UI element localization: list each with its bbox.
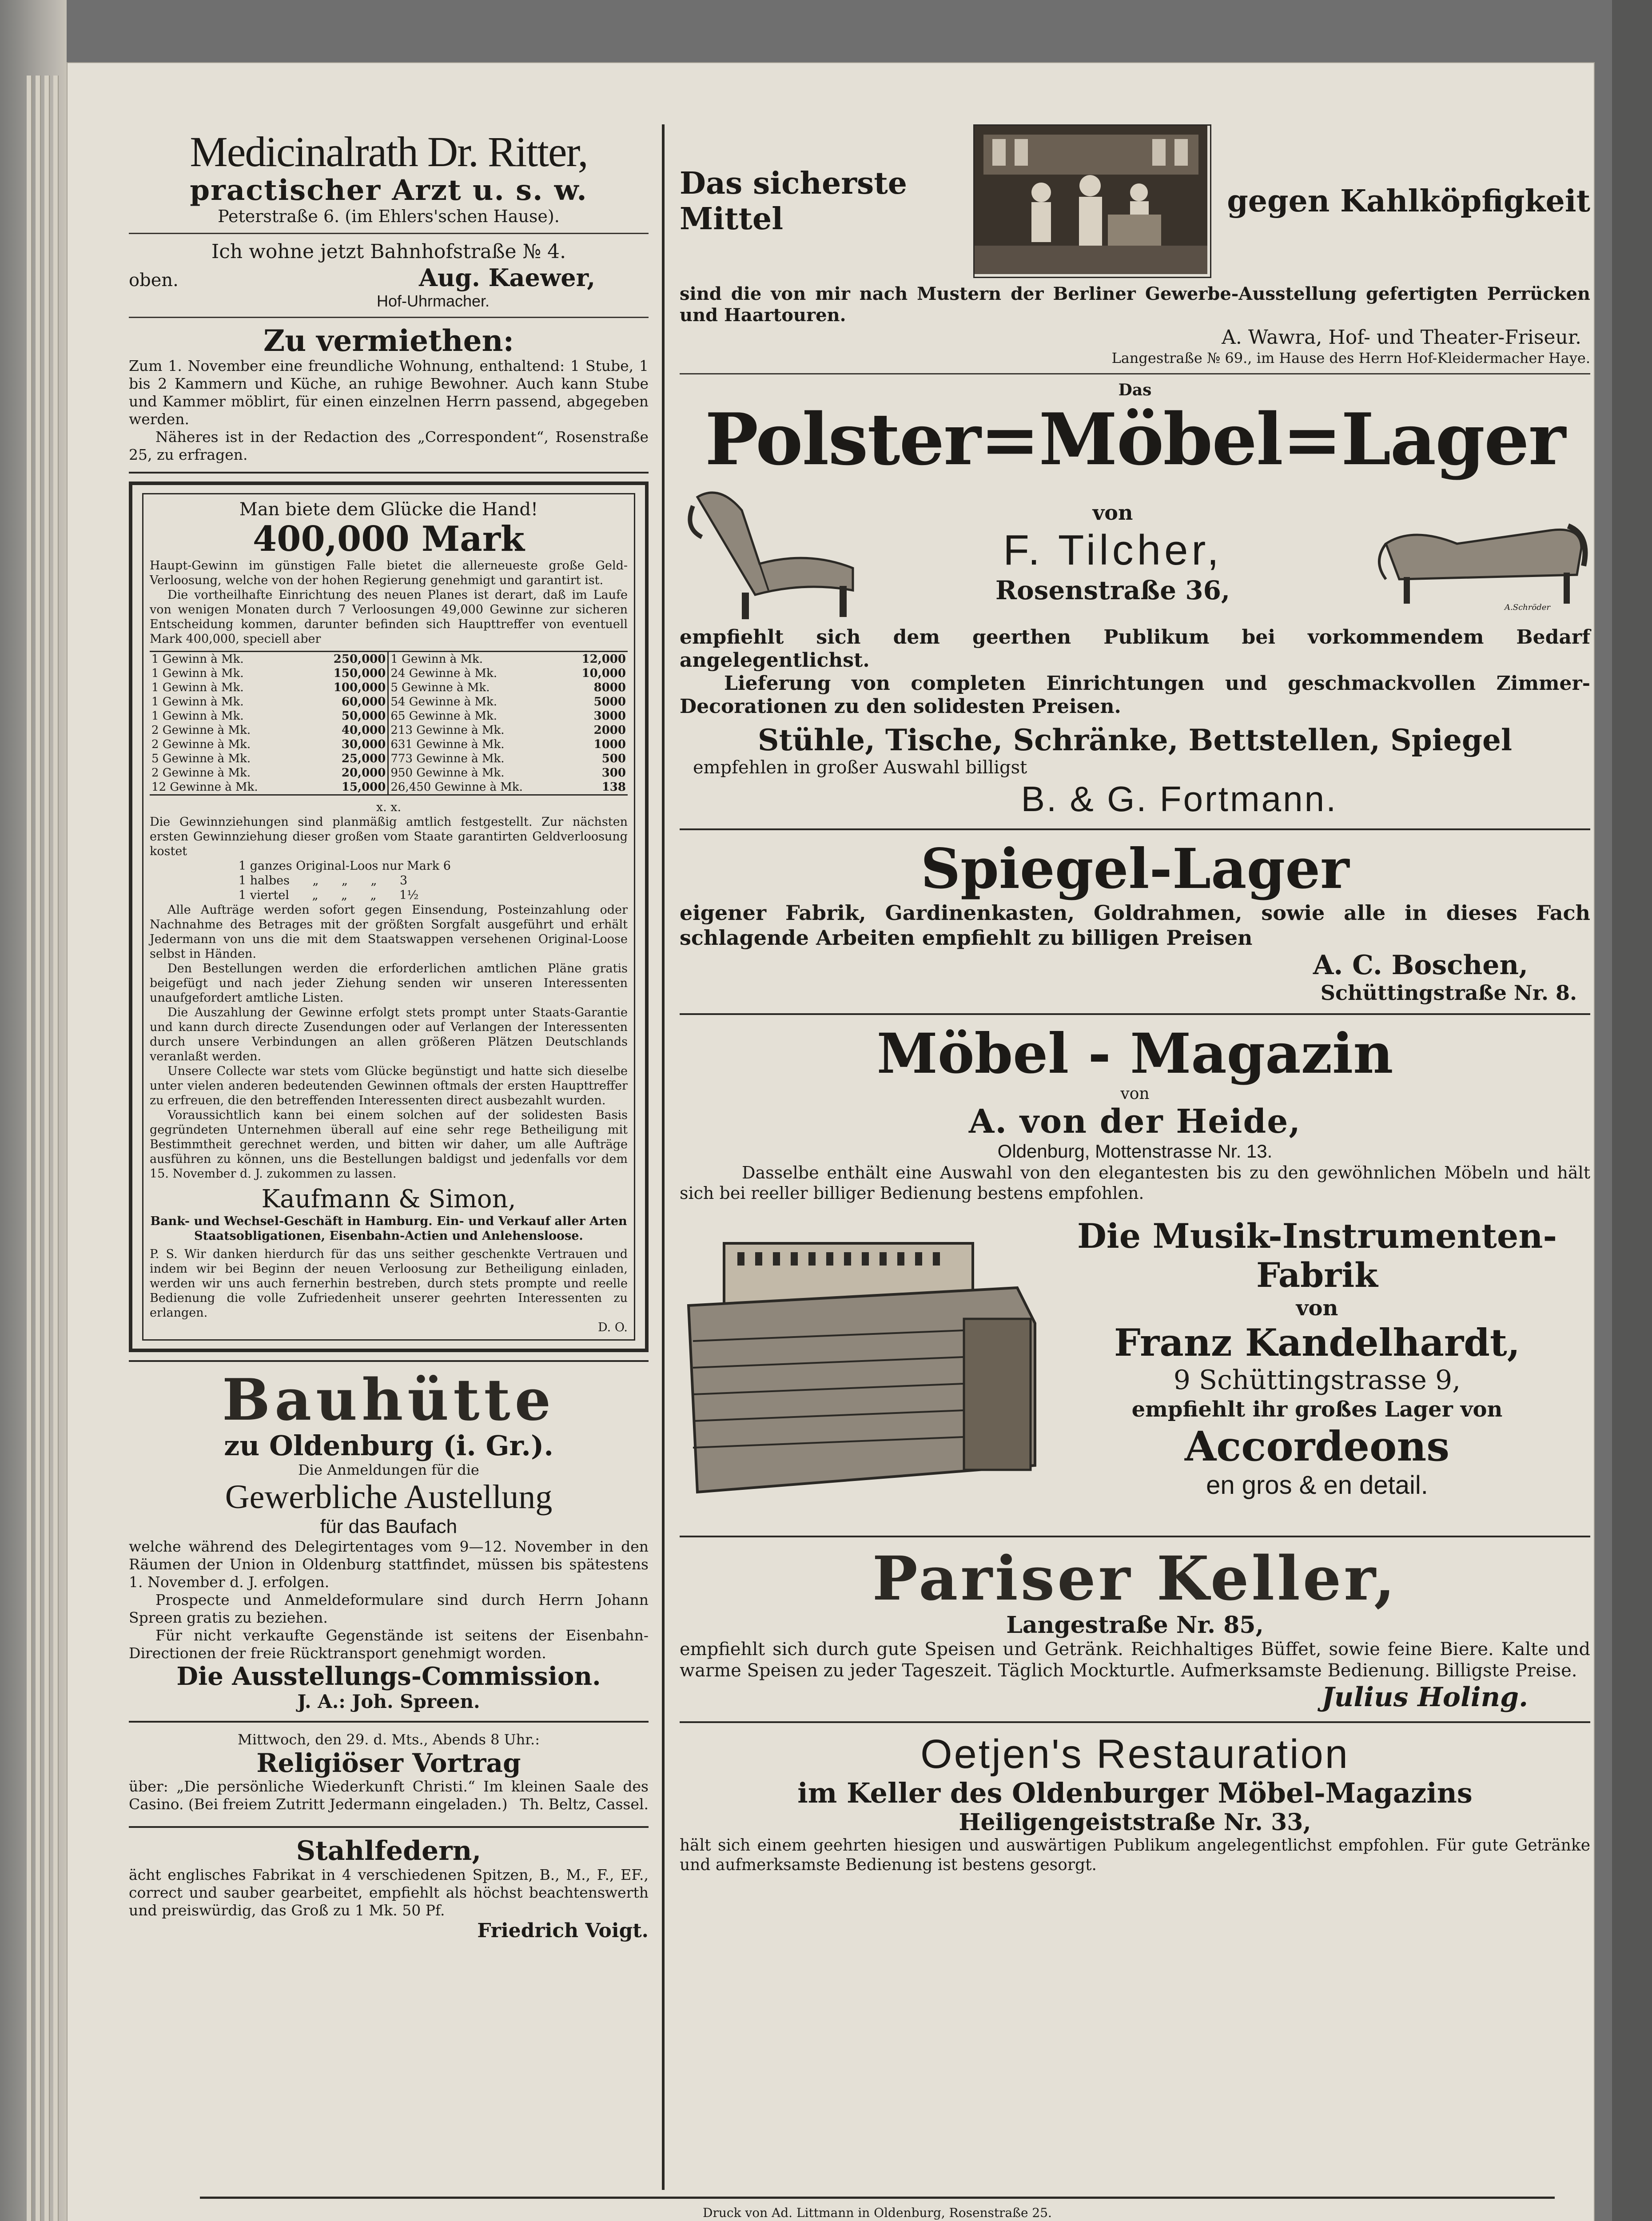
vortrag-text: über: „Die persönliche Wiederkunft Christi.“ Im kleinen Saale des Casino. (Bei freiem Zutritt Jedermann eingeladen.) — [129, 1778, 649, 1813]
prize-row — [150, 780, 388, 794]
lottery-firm-desc: Bank- und Wechsel-Geschäft in Hamburg. Ein- und Verkauf aller Arten Staatsobligationen, Eisenbahn-Actien und Anlehensloose. — [150, 1214, 627, 1243]
prize-value: 5000 — [593, 695, 626, 708]
column-rule — [662, 124, 665, 2190]
bauhuette-text: welche während des Delegirtentages vom 9—12. November in den Räumen der Union in Oldenburg stattfindet, müssen bis spätestens 1. November d. J. erfolgen. — [129, 1538, 649, 1591]
vermiethen-text2: Näheres ist in der Redaction des „Correspondent“, Rosenstraße 25, zu erfragen. — [129, 428, 649, 463]
ad-kaewer — [129, 240, 649, 310]
bauhuette-text2: Prospecte und Anmeldeformulare sind durch Herrn Johann Spreen gratis zu beziehen. — [129, 1591, 649, 1626]
vermiethen-text: Zum 1. November eine freundliche Wohnung, enthaltend: 1 Stube, 1 bis 2 Kammern und Küche, an ruhige Bewohner. Auch kann Stube und Kammer möblirt, für einen einzelnen Herrn passend, abgegeben werden. — [129, 357, 649, 428]
lottery-orders2: Den Bestellungen werden die erforderlichen amtlichen Pläne gratis beigefügt und nach jeder Ziehung senden wir unseren Interessenten unaufgefordert amtliche Listen. — [150, 962, 628, 1005]
prize-row — [150, 666, 388, 681]
ad-polster — [680, 381, 1590, 718]
wawra-left-heading: Das sicherste Mittel — [680, 166, 907, 237]
musik-title1: Die Musik-Instrumenten- — [1077, 1216, 1557, 1256]
pariser-title: Pariser Keller, — [872, 1543, 1398, 1614]
prize-value: 25,000 — [341, 752, 386, 765]
fortmann-sub: empfehlen in großer Auswahl billigst — [693, 757, 1027, 778]
musik-street: 9 Schüttingstrasse 9, — [1173, 1365, 1461, 1396]
ad-vermiethen — [129, 324, 649, 464]
spiegel-title: Spiegel-Lager — [920, 837, 1349, 901]
ad-spiegel — [680, 838, 1590, 1005]
lottery-orders5: Voraussichtlich kann bei einem solchen auf der solidesten Basis gegründeten Unternehmen überall auf eine sehr rege Betheiligung mit Bestimmtheit gerechnet werden, und bitten wir daher, um alle Aufträge ausführen zu können, uns die Bestellungen baldigst und jedenfalls vor dem 15. November d. J. zukommen zu lassen. — [150, 1108, 628, 1181]
divider — [129, 317, 649, 318]
lottery-amount: 400,000 Mark — [253, 519, 525, 559]
prize-row — [150, 709, 388, 723]
prize-label: 1 Gewinn à Mk. — [151, 695, 244, 708]
right-column — [680, 71, 1590, 1875]
kaewer-name: Aug. Kaewer, — [419, 263, 595, 292]
prize-row — [389, 780, 628, 794]
musik-title2: Fabrik — [1256, 1255, 1378, 1295]
prize-label: 5 Gewinne à Mk. — [390, 681, 490, 694]
vortrag-sign: Th. Beltz, Cassel. — [520, 1795, 649, 1813]
bauhuette-text3: Für nicht verkaufte Gegenstände ist seitens der Eisenbahn-Directionen der freie Rücktransport genehmigt worden. — [129, 1627, 649, 1662]
prize-label: 26,450 Gewinne à Mk. — [390, 780, 523, 794]
scan-background — [1612, 0, 1652, 2221]
prize-row — [389, 752, 628, 766]
printer-imprint: Druck von Ad. Littmann in Oldenburg, Rosenstraße 25. — [703, 2205, 1052, 2220]
prize-row — [389, 681, 628, 695]
lottery-ps: P. S. Wir danken hierdurch für das uns seither geschenkte Vertrauen und indem wir bei Beginn der neuen Verloosung zur Betheiligung einladen, werden wir uns auch fernerhin bestreben, durch stets prompte und reelle Bedienung die volle Zufriedenheit unserer geehrten Interessenten zu erlangen. — [150, 1247, 628, 1320]
prize-label: 1 Gewinn à Mk. — [151, 709, 244, 723]
prize-label: 2 Gewinne à Mk. — [151, 738, 251, 751]
pariser-street: Langestraße Nr. 85, — [1006, 1612, 1264, 1639]
divider — [129, 233, 649, 234]
divider — [129, 1721, 649, 1723]
musik-name: Franz Kandelhardt, — [1114, 1321, 1520, 1365]
kaewer-role: Hof-Uhrmacher. — [376, 292, 490, 310]
fortmann-name: B. & G. Fortmann. — [1021, 779, 1338, 819]
vermiethen-title: Zu vermiethen: — [263, 323, 514, 358]
prize-label: 2 Gewinne à Mk. — [151, 766, 251, 780]
prize-row — [150, 652, 388, 666]
polster-von: von — [1092, 501, 1133, 525]
prize-value: 20,000 — [341, 766, 386, 780]
prize-value: 1000 — [593, 738, 626, 751]
kaewer-oben: oben. — [129, 270, 179, 291]
prize-label: 950 Gewinne à Mk. — [390, 766, 505, 780]
prize-label: 1 Gewinn à Mk. — [151, 653, 244, 666]
prize-label: 65 Gewinne à Mk. — [390, 709, 497, 723]
prize-table — [150, 651, 628, 796]
prize-label: 631 Gewinne à Mk. — [390, 738, 505, 751]
page-edge — [53, 76, 59, 2221]
prize-value: 40,000 — [341, 724, 386, 737]
pariser-text: empfiehlt sich durch gute Speisen und Getränk. Reichhaltiges Büffet, sowie feine Biere. Kalte und warme Speisen zu jeder Tageszeit. Täglich Mockturtle. Aufmerksamste Bedienung. Billigste Preise. — [680, 1639, 1590, 1681]
divider — [680, 1721, 1590, 1723]
prize-value: 15,000 — [341, 780, 386, 794]
barber-shop-engraving — [973, 124, 1211, 278]
vortrag-date: Mittwoch, den 29. d. Mts., Abends 8 Uhr.: — [238, 1731, 540, 1748]
page-edge — [36, 76, 41, 2221]
stahlfedern-text: ächt englisches Fabrikat in 4 verschiedenen Spitzen, B., M., F., EF., correct und sauber gearbeitet, empfiehlt als höchst beachtenswerth und preiswürdig, das Groß zu 1 Mk. 50 Pf. — [129, 1866, 649, 1919]
lottery-title: Man biete dem Glücke die Hand! — [239, 499, 538, 520]
prize-label: 2 Gewinne à Mk. — [151, 724, 251, 737]
prize-row — [389, 652, 628, 666]
moebel-title: Möbel - Magazin — [876, 1022, 1393, 1086]
polster-text2: Lieferung von completen Einrichtungen und geschmackvollen Zimmer-Decorationen zu den solidesten Preisen. — [680, 672, 1590, 718]
prize-label: 773 Gewinne à Mk. — [390, 752, 505, 765]
prize-value: 250,000 — [333, 653, 386, 666]
ad-musik — [680, 1217, 1590, 1528]
oetjen-street: Heiligengeiststraße Nr. 33, — [959, 1809, 1311, 1836]
bauhuette-for: für das Baufach — [320, 1516, 458, 1537]
bauhuette-intro: Die Anmeldungen für die — [298, 1461, 479, 1478]
prize-table-right — [389, 652, 628, 794]
prize-row — [150, 723, 388, 737]
prize-value: 2000 — [593, 724, 626, 737]
prize-row — [150, 681, 388, 695]
divider — [680, 1536, 1590, 1537]
pariser-sign: Julius Holing. — [1322, 1682, 1528, 1713]
prize-row — [389, 709, 628, 723]
prize-row — [389, 737, 628, 752]
bauhuette-exhibit: Gewerbliche Austellung — [225, 1478, 553, 1516]
prize-label: 12 Gewinne à Mk. — [151, 780, 258, 794]
lottery-firm: Kaufmann & Simon, — [261, 1185, 516, 1214]
bauhuette-commission: Die Ausstellungs-Commission. — [176, 1662, 601, 1691]
prize-label: 1 Gewinn à Mk. — [151, 681, 244, 694]
polster-title: Polster=Möbel=Lager — [705, 398, 1565, 481]
prize-row — [389, 723, 628, 737]
ad-moebel — [680, 1023, 1590, 1203]
wawra-address: Langestraße № 69., im Hause des Herrn Hof-Kleidermacher Haye. — [1111, 350, 1590, 366]
armchair-engraving — [680, 479, 866, 626]
ritter-address: Peterstraße 6. (im Ehlers'schen Hause). — [218, 207, 560, 226]
stahlfedern-title: Stahlfedern, — [296, 1835, 482, 1867]
lottery-orders4: Unsere Collecte war stets vom Glücke begünstigt und hatte sich dieselbe unter vielen anderen bedeutenden Gewinnen oftmals der ersten Haupttreffer zu erfreuen, die den betreffenden Interessenten direct ausbezahlt wurden. — [150, 1064, 628, 1107]
divider — [680, 828, 1590, 830]
musik-product: Accordeons — [1184, 1422, 1450, 1470]
moebel-text: Dasselbe enthält eine Auswahl von den elegantesten bis zu den gewöhnlichen Möbeln und hält sich bei reeller billiger Bedienung bestens empfohlen. — [680, 1163, 1590, 1203]
lottery-draw-text: Die Gewinnziehungen sind planmäßig amtlich festgestellt. Zur nächsten ersten Gewinnziehung dieser großen vom Staate garantirten Geldverloosung kostet — [150, 815, 628, 858]
musik-von: von — [1296, 1296, 1338, 1321]
divider — [680, 1013, 1590, 1015]
prize-row — [389, 695, 628, 709]
prize-label: 213 Gewinne à Mk. — [390, 724, 505, 737]
polster-street: Rosenstraße 36, — [995, 575, 1230, 605]
bauhuette-sign: J. A.: Joh. Spreen. — [297, 1691, 480, 1712]
polster-text: empfiehlt sich dem geerthen Publikum bei vorkommendem Bedarf angelegentlichst. — [680, 626, 1590, 672]
prize-value: 60,000 — [341, 695, 386, 708]
prize-value: 150,000 — [333, 667, 386, 680]
oetjen-sub: im Keller des Oldenburger Möbel-Magazins — [797, 1777, 1473, 1809]
lottery-intro2: Die vortheilhafte Einrichtung des neuen Planes ist derart, daß im Laufe von wenigen Monaten durch 7 Verloosungen 49,000 Gewinne zur sicheren Entscheidung kommen, darunter befinden sich Haupttreffer von eventuell Mark 400,000, speciell aber — [150, 588, 628, 646]
spiegel-text: eigener Fabrik, Gardinenkasten, Goldrahmen, sowie alle in dieses Fach schlagende Arbeiten empfiehlt zu billigen Preisen — [680, 901, 1590, 950]
prize-value: 3000 — [593, 709, 626, 723]
ritter-subtitle: practischer Arzt u. s. w. — [190, 174, 588, 207]
price-2: 1 halbes „ „ „ 3 — [239, 874, 408, 888]
polster-name: F. Tilcher, — [1003, 526, 1222, 574]
polster-das: Das — [1118, 381, 1152, 399]
prize-row — [150, 752, 388, 766]
prize-value: 500 — [601, 752, 626, 765]
moebel-von: von — [1120, 1085, 1150, 1103]
engraver-signature: A.Schröder — [1505, 603, 1550, 612]
ad-bauhuette — [129, 1367, 649, 1713]
prize-label: 24 Gewinne à Mk. — [390, 667, 497, 680]
fortmann-title: Stühle, Tische, Schränke, Bettstellen, Spiegel — [757, 723, 1513, 757]
moebel-name: A. von der Heide, — [968, 1103, 1302, 1141]
ad-ritter — [129, 129, 649, 227]
kaewer-line: Ich wohne jetzt Bahnhofstraße № 4. — [211, 240, 566, 263]
ad-oetjen — [680, 1731, 1590, 1875]
wawra-name: A. Wawra, Hof- und Theater-Friseur. — [1222, 326, 1581, 349]
musik-text: empfiehlt ihr großes Lager von — [1131, 1397, 1503, 1422]
wawra-text: sind die von mir nach Mustern der Berliner Gewerbe-Ausstellung gefertigten Perrücken und Haartouren. — [680, 283, 1590, 326]
divider — [129, 1360, 649, 1362]
wawra-right-heading: gegen Kahlköpfigkeit — [1227, 183, 1590, 219]
prize-value: 10,000 — [581, 667, 626, 680]
prize-value: 138 — [601, 780, 626, 794]
page-edge — [44, 76, 50, 2221]
ad-stahlfedern — [129, 1836, 649, 1942]
prize-value: 50,000 — [341, 709, 386, 723]
prize-row — [389, 666, 628, 681]
sofa-engraving — [1359, 490, 1590, 615]
prize-row — [150, 766, 388, 780]
prize-value: 8000 — [593, 681, 626, 694]
prize-label: 5 Gewinne à Mk. — [151, 752, 251, 765]
lottery-orders3: Die Auszahlung der Gewinne erfolgt stets prompt unter Staats-Garantie und kann durch directe Zusendungen oder auf Verlangen der Interessenten durch unsere Verbindungen an allen größeren Plätzen Deutschlands veranlaßt werden. — [150, 1006, 628, 1063]
divider — [129, 1826, 649, 1828]
lottery-ps-sign: D. O. — [598, 1321, 628, 1334]
accordion-engraving — [680, 1217, 1044, 1528]
musik-sub: en gros & en detail. — [1206, 1471, 1428, 1500]
prize-row — [150, 695, 388, 709]
prize-row — [389, 766, 628, 780]
ad-wawra — [680, 124, 1590, 278]
prize-label: 1 Gewinn à Mk. — [390, 653, 483, 666]
prize-value: 100,000 — [333, 681, 386, 694]
price-3: 1 viertel „ „ „ 1½ — [239, 888, 419, 902]
bauhuette-title: Bauhütte — [222, 1367, 555, 1433]
ad-vortrag — [129, 1731, 649, 1813]
footer-rule — [200, 2197, 1555, 2199]
price-1: 1 ganzes Original-Loos nur Mark 6 — [239, 859, 451, 873]
ad-fortmann — [680, 723, 1590, 820]
page-edge — [27, 76, 32, 2221]
ad-pariser — [680, 1545, 1590, 1713]
oetjen-title: Oetjen's Restauration — [920, 1731, 1349, 1777]
bauhuette-place: zu Oldenburg (i. Gr.). — [224, 1429, 553, 1462]
oetjen-text: hält sich einem geehrten hiesigen und auswärtigen Publikum angelegentlichst empfohlen. Für gute Getränke und aufmerksamste Bedienung ist bestens gesorgt. — [680, 1836, 1590, 1874]
stahlfedern-sign: Friedrich Voigt. — [477, 1919, 649, 1942]
prize-label: 54 Gewinne à Mk. — [390, 695, 497, 708]
moebel-street: Oldenburg, Mottenstrasse Nr. 13. — [997, 1141, 1273, 1162]
prize-row — [150, 737, 388, 752]
ad-lottery — [129, 482, 649, 1352]
ritter-title: Medicinalrath Dr. Ritter, — [190, 128, 588, 175]
left-column — [129, 71, 649, 1942]
prize-value: 30,000 — [341, 738, 386, 751]
lottery-orders: Alle Aufträge werden sofort gegen Einsendung, Posteinzahlung oder Nachnahme des Betrages mit der größten Sorgfalt ausgeführt und erhält Jedermann von uns die mit dem Staatswappen versehenen Original-Loose selbst in Händen. — [150, 903, 628, 961]
divider — [680, 373, 1590, 374]
prize-label: 1 Gewinn à Mk. — [151, 667, 244, 680]
prize-value: 300 — [601, 766, 626, 780]
prize-etc: x. x. — [376, 800, 402, 814]
lottery-intro: Haupt-Gewinn im günstigen Falle bietet die allerneueste große Geld-Verloosung, welche von der hohen Regierung genehmigt und garantirt ist. — [150, 559, 628, 587]
vortrag-title: Religiöser Vortrag — [256, 1748, 521, 1778]
divider — [129, 472, 649, 474]
prize-table-left — [150, 652, 389, 794]
spiegel-street: Schüttingstraße Nr. 8. — [1320, 981, 1577, 1005]
spiegel-name: A. C. Boschen, — [1313, 950, 1528, 981]
prize-value: 12,000 — [581, 653, 626, 666]
